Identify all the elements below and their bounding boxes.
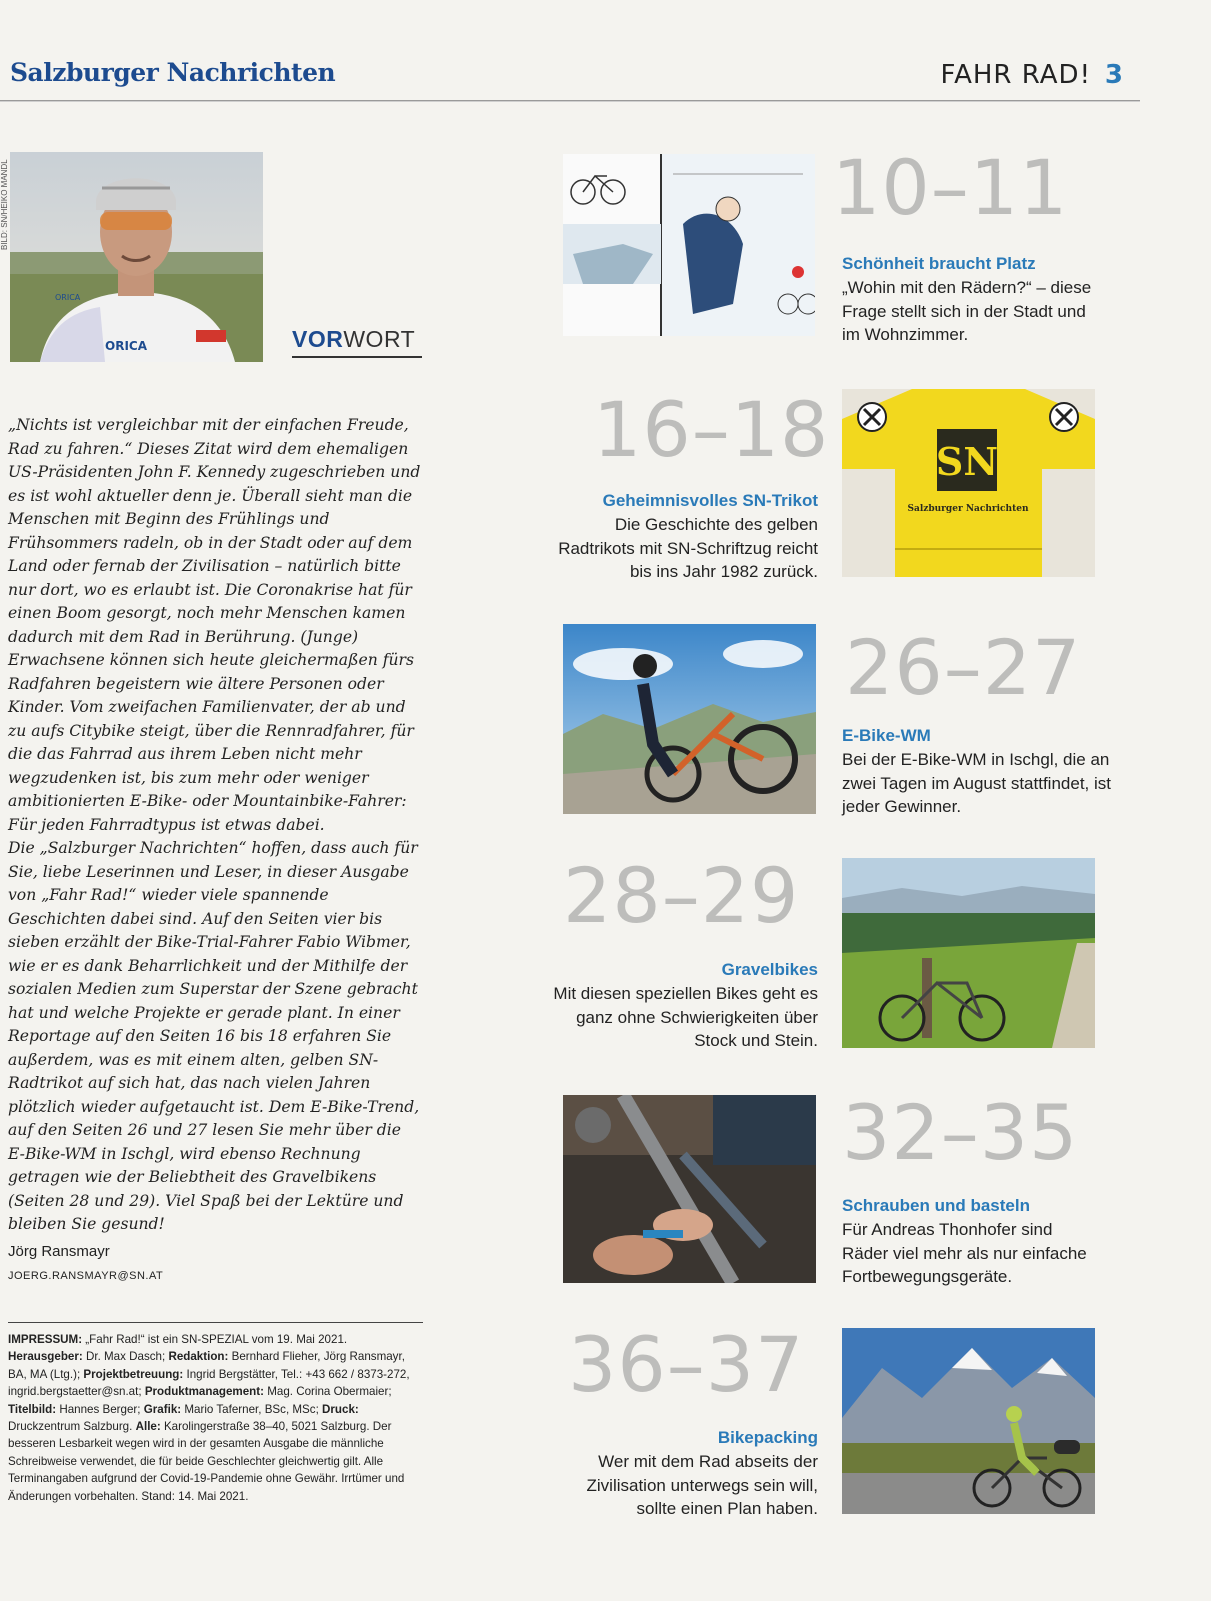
impressum-label: Produktmanagement: xyxy=(144,1385,264,1399)
section-title: FAHR RAD! xyxy=(940,60,1091,90)
foreword-rule xyxy=(292,356,422,358)
foreword-heading-rest: WORT xyxy=(343,326,416,352)
impressum-label: Alle: xyxy=(135,1420,161,1434)
page-range-number: 10–11 xyxy=(832,143,1069,232)
impressum xyxy=(8,1331,418,1505)
photo-credit: BILD: SN/HEIKO MANDL xyxy=(0,159,9,250)
impressum-text: Mag. Corina Obermaier; xyxy=(264,1385,392,1399)
foreword-body xyxy=(8,414,422,1237)
impressum-rule xyxy=(8,1322,423,1323)
photo-gravelbike xyxy=(842,858,1095,1048)
masthead-logo: Salzburger Nachrichten xyxy=(10,58,336,87)
teaser-description: Die Geschichte des gelben Radtrikots mit SN-Schriftzug reicht bis ins Jahr 1982 zurück. xyxy=(558,515,818,581)
author-name: Jörg Ransmayr xyxy=(8,1243,110,1260)
author-portrait xyxy=(10,152,263,362)
foreword-paragraph: „Nichts ist vergleichbar mit der einfachen Freude, Rad zu fahren.“ Dieses Zitat wird dem ehemaligen US-Präsidenten John F. Kennedy zugeschrieben und es ist wohl aktueller denn je. Überall sieht man die Menschen mit Beginn des Frühlings und Frühsommers radeln, ob in der Stadt oder auf dem Land oder fernab der Zivilisation – natürlich bitte nur dort, wo es erlaubt ist. Die Coronakrise hat für einen Boom gesorgt, noch mehr Menschen kamen dadurch mit dem Rad in Berührung. (Junge) Erwachsene können sich heute gleichermaßen fürs Radfahren begeistern wie ältere Personen oder Kinder. Vom zweifachen Familienvater, der ab und zu aufs Citybike steigt, über die Rennradfahrer, für die das Fahrrad aus ihrem Leben nicht mehr wegzudenken ist, bis zum mehr oder weniger ambitionierten E-Bike- oder Mountainbike-Fahrer: Für jeden Fahrradtypus ist etwas dabei. xyxy=(8,416,421,834)
teaser-description: Für Andreas Thonhofer sind Räder viel mehr als nur einfache Fortbewegungsgeräte. xyxy=(842,1220,1087,1286)
header-rule xyxy=(0,100,1140,102)
teaser-title[interactable]: Bikepacking xyxy=(717,1428,818,1447)
impressum-label: Druck: xyxy=(322,1402,359,1416)
impressum-text: „Fahr Rad!“ ist ein SN-SPEZIAL vom 19. Mai 2021. xyxy=(82,1333,348,1346)
impressum-text: Druckzentrum Salzburg. xyxy=(8,1420,133,1434)
page-range-number: 26–27 xyxy=(845,623,1082,712)
teaser-description: Bei der E-Bike-WM in Ischgl, die an zwei Tagen im August stattfindet, ist jeder Gewinner. xyxy=(842,750,1111,816)
impressum-label: IMPRESSUM: xyxy=(8,1333,83,1346)
impressum-label: Grafik: xyxy=(143,1402,182,1416)
foreword-heading xyxy=(292,326,415,353)
impressum-label: Titelbild: xyxy=(8,1402,57,1416)
teaser-description: „Wohin mit den Rädern?“ – diese Frage stellt sich in der Stadt und im Wohnzimmer. xyxy=(842,278,1092,344)
photo-bikepacking xyxy=(842,1328,1095,1514)
author-email[interactable]: JOERG.RANSMAYR@SN.AT xyxy=(8,1270,164,1282)
page-number: 3 xyxy=(1104,60,1123,90)
page-range-number: 16–18 xyxy=(593,385,830,474)
photo-yellow-jersey xyxy=(842,389,1095,577)
impressum-text: Dr. Max Dasch; xyxy=(82,1350,166,1364)
impressum-text: Karolingerstraße 38–40, 5021 Salzburg. Der besseren Lesbarkeit wegen wird in der gesamten Ausgabe die männliche Schreibweise verwendet, die für beide Geschlechter gleichwertig gilt. Alle Terminangaben aufgrund der Covid-19-Pandemie ohne Gewähr. Irrtümer und Änderungen vorbehalten. Stand: 14. Mai 2021. xyxy=(8,1420,405,1503)
teaser-title[interactable]: E-Bike-WM xyxy=(842,726,931,745)
teaser-title[interactable]: Gravelbikes xyxy=(721,960,818,979)
jersey-logo-text: SN xyxy=(935,439,999,484)
svg-text:ORICA: ORICA xyxy=(55,293,81,302)
impressum-label: Projektbetreuung: xyxy=(83,1367,184,1381)
foreword-heading-bold: VOR xyxy=(292,326,344,352)
svg-text:ORICA: ORICA xyxy=(105,339,147,353)
teaser-description: Mit diesen speziellen Bikes geht es ganz ohne Schwierigkeiten über Stock und Stein. xyxy=(553,984,818,1050)
impressum-label: Redaktion: xyxy=(168,1350,229,1364)
impressum-label: Herausgeber: xyxy=(8,1350,83,1364)
impressum-text: Bernhard Flieher, Jörg Ransmayr, BA, MA (Ltg.); xyxy=(8,1350,405,1381)
teaser-title[interactable]: Geheimnisvolles SN-Trikot xyxy=(602,491,818,510)
photo-ebike-rider xyxy=(563,624,816,814)
jersey-logo-subtext: Salzburger Nachrichten xyxy=(907,504,1029,514)
teaser-title[interactable]: Schönheit braucht Platz xyxy=(842,254,1036,273)
impressum-text: Hannes Berger; xyxy=(56,1402,141,1416)
impressum-text: Mario Taferner, BSc, MSc; xyxy=(181,1402,319,1416)
page-range-number: 36–37 xyxy=(568,1320,805,1409)
impressum-text: Ingrid Bergstätter, Tel.: +43 662 / 8373-272, ingrid.bergstaetter@sn.at; xyxy=(8,1367,410,1399)
teaser-description: Wer mit dem Rad abseits der Zivilisation unterwegs sein will, sollte einen Plan haben. xyxy=(586,1452,818,1518)
teaser-title[interactable]: Schrauben und basteln xyxy=(842,1196,1030,1215)
photo-bike-workshop xyxy=(563,1095,816,1283)
foreword-paragraph: Die „Salzburger Nachrichten“ hoffen, dass auch für Sie, liebe Leserinnen und Leser, in dieser Ausgabe von „Fahr Rad!“ wieder viele spannende Geschichten dabei sind. Auf den Seiten vier bis sieben erzählt der Bike-Trial-Fahrer Fabio Wibmer, wie er es dank Beharrlichkeit und der Mithilfe der sozialen Medien zum Superstar der Szene gebracht hat und welche Projekte er gerade plant. In einer Reportage auf den Seiten 16 bis 18 erfahren Sie außerdem, was es mit einem alten, gelben SN-Radtrikot auf sich hat, das nach vielen Jahren plötzlich wieder aufgetaucht ist. Dem E-Bike-Trend, auf den Seiten 26 und 27 lesen Sie mehr über die E-Bike-WM in Ischgl, wird ebenso Rechnung getragen wie der Beliebtheit des Gravelbikens (Seiten 28 und 29). Viel Spaß bei der Lektüre und bleiben Sie gesund! xyxy=(8,839,420,1233)
page-range-number: 32–35 xyxy=(842,1088,1079,1177)
page-range-number: 28–29 xyxy=(563,851,800,940)
illustration-bike-storage xyxy=(563,154,815,336)
